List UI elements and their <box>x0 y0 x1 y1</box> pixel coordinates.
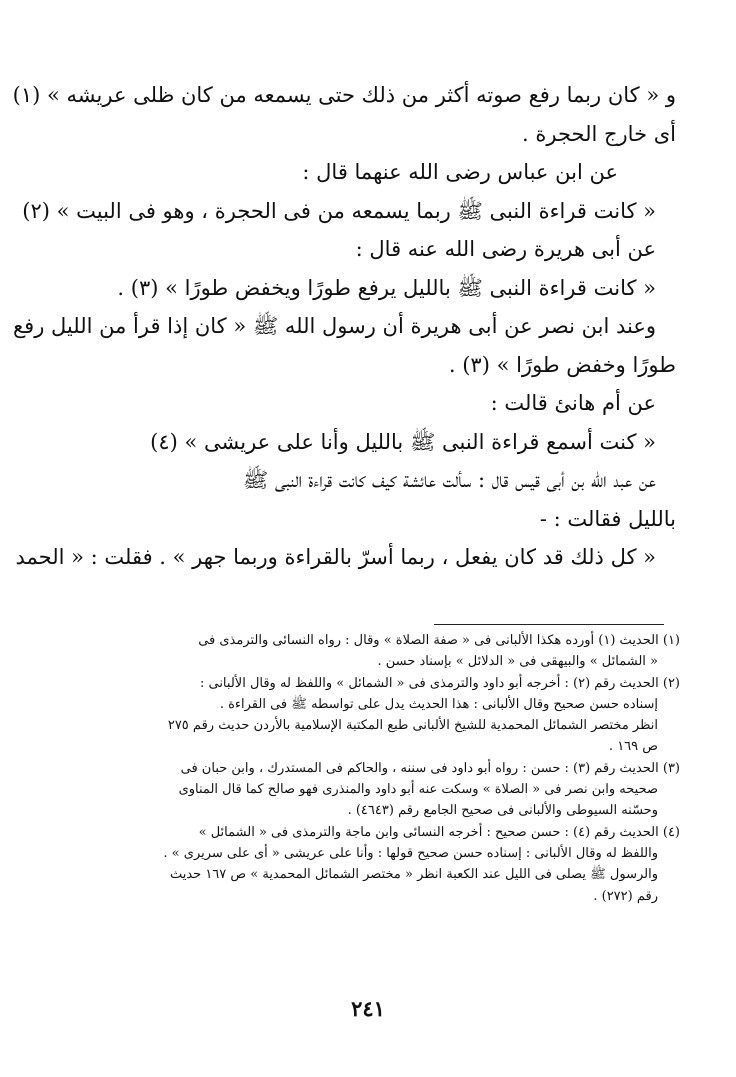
footnote-line: صحيحه وابن نصر فى « الصلاة » وسكت عنه أبو داود والمنذرى فهو صالح كما قال المناوى <box>178 782 658 798</box>
text-line: طورًا وخفض طورًا » (٣) . <box>448 352 676 377</box>
footnote-line: ص ١٦٩ . <box>608 739 658 755</box>
text-line: عن أم هانئ قالت : <box>490 391 656 415</box>
footnote-line: رقم (٢٧٢) . <box>593 888 658 904</box>
footnote-line: « الشمائل » والبيهقى فى « الدلائل » بإسناد حسن . <box>377 654 658 670</box>
footnote-separator <box>434 624 664 625</box>
text-line: بالليل فقالت : - <box>539 506 676 531</box>
text-line: « كانت قراءة النبى ﷺ بالليل يرفع طورًا ويخفض طورًا » (٣) . <box>117 275 656 300</box>
text-line: وعند ابن نصر عن أبى هريرة أن رسول الله ﷺ « كان إذا قرأ من الليل رفع <box>12 314 656 338</box>
footnote-line: (٣) الحديث رقم (٣) : حسن : رواه أبو داود فى سننه ، والحاكم فى المستدرك ، وابن حبان فى <box>180 760 680 776</box>
text-line: « كل ذلك قد كان يفعل ، ربما أسرّ بالقراءة وربما جهر » . فقلت : « الحمد <box>15 545 656 569</box>
text-line: عن أبى هريرة رضى الله عنه قال : <box>355 237 656 261</box>
footnote-line: إسناده حسن صحيح وقال الألبانى : هذا الحديث يدل على تواسطه ﷺ فى القراءة . <box>219 696 658 712</box>
text-line: « كنت أسمع قراءة النبى ﷺ بالليل وأنا على عريشى » (٤) <box>150 429 656 454</box>
text-line: عن ابن عباس رضى الله عنهما قال : <box>302 160 618 184</box>
footnote-line: واللفظ له وقال الألبانى : إسناده حسن صحيح قولها : وأنا على عريشى « أى على سريرى » . <box>163 845 658 861</box>
footnote-line: (٢) الحديث رقم (٢) : أخرجه أبو داود والترمذى فى « الشمائل » واللفظ له وقال الألبانى : <box>199 675 680 691</box>
footnotes <box>60 630 680 907</box>
text-line: « كانت قراءة النبى ﷺ ربما يسمعه من فى الحجرة ، وهو فى البيت » (٢) <box>22 198 656 223</box>
footnote-line: وحسّنه السيوطى والألبانى فى صحيح الجامع رقم (٤٦٤٣) . <box>347 803 658 819</box>
text-line: عن عبد الله بن أبى قيس قال : سألت عائشة كيف كانت قراءة النبى ﷺ <box>242 468 656 492</box>
page-number: ٢٤١ <box>351 996 385 1021</box>
footnote-line: (٤) الحديث رقم (٤) : حسن صحيح : أخرجه النسائى وابن ماجة والترمذى فى « الشمائل » <box>198 824 680 840</box>
footnote-line: (١) الحديث (١) أورده هكذا الألبانى فى « صفة الصلاة » وقال : رواه النسائى والترمذى فى <box>198 633 680 648</box>
footnote-line: والرسول ﷺ يصلى فى الليل عند الكعبة انظر « مختصر الشمائل المحمدية » ص ١٦٧ حديث <box>169 867 658 883</box>
text-line: أى خارج الحجرة . <box>522 121 676 146</box>
main-text <box>12 76 676 577</box>
footnote-line: انظر مختصر الشمائل المحمدية للشيخ الألبانى طبع المكتبة الإسلامية بالأردن حديث رقم ٢٧٥ <box>167 718 658 734</box>
text-line: و « كان ربما رفع صوته أكثر من ذلك حتى يسمعه من كان ظلى عريشه » (١) <box>12 83 676 107</box>
